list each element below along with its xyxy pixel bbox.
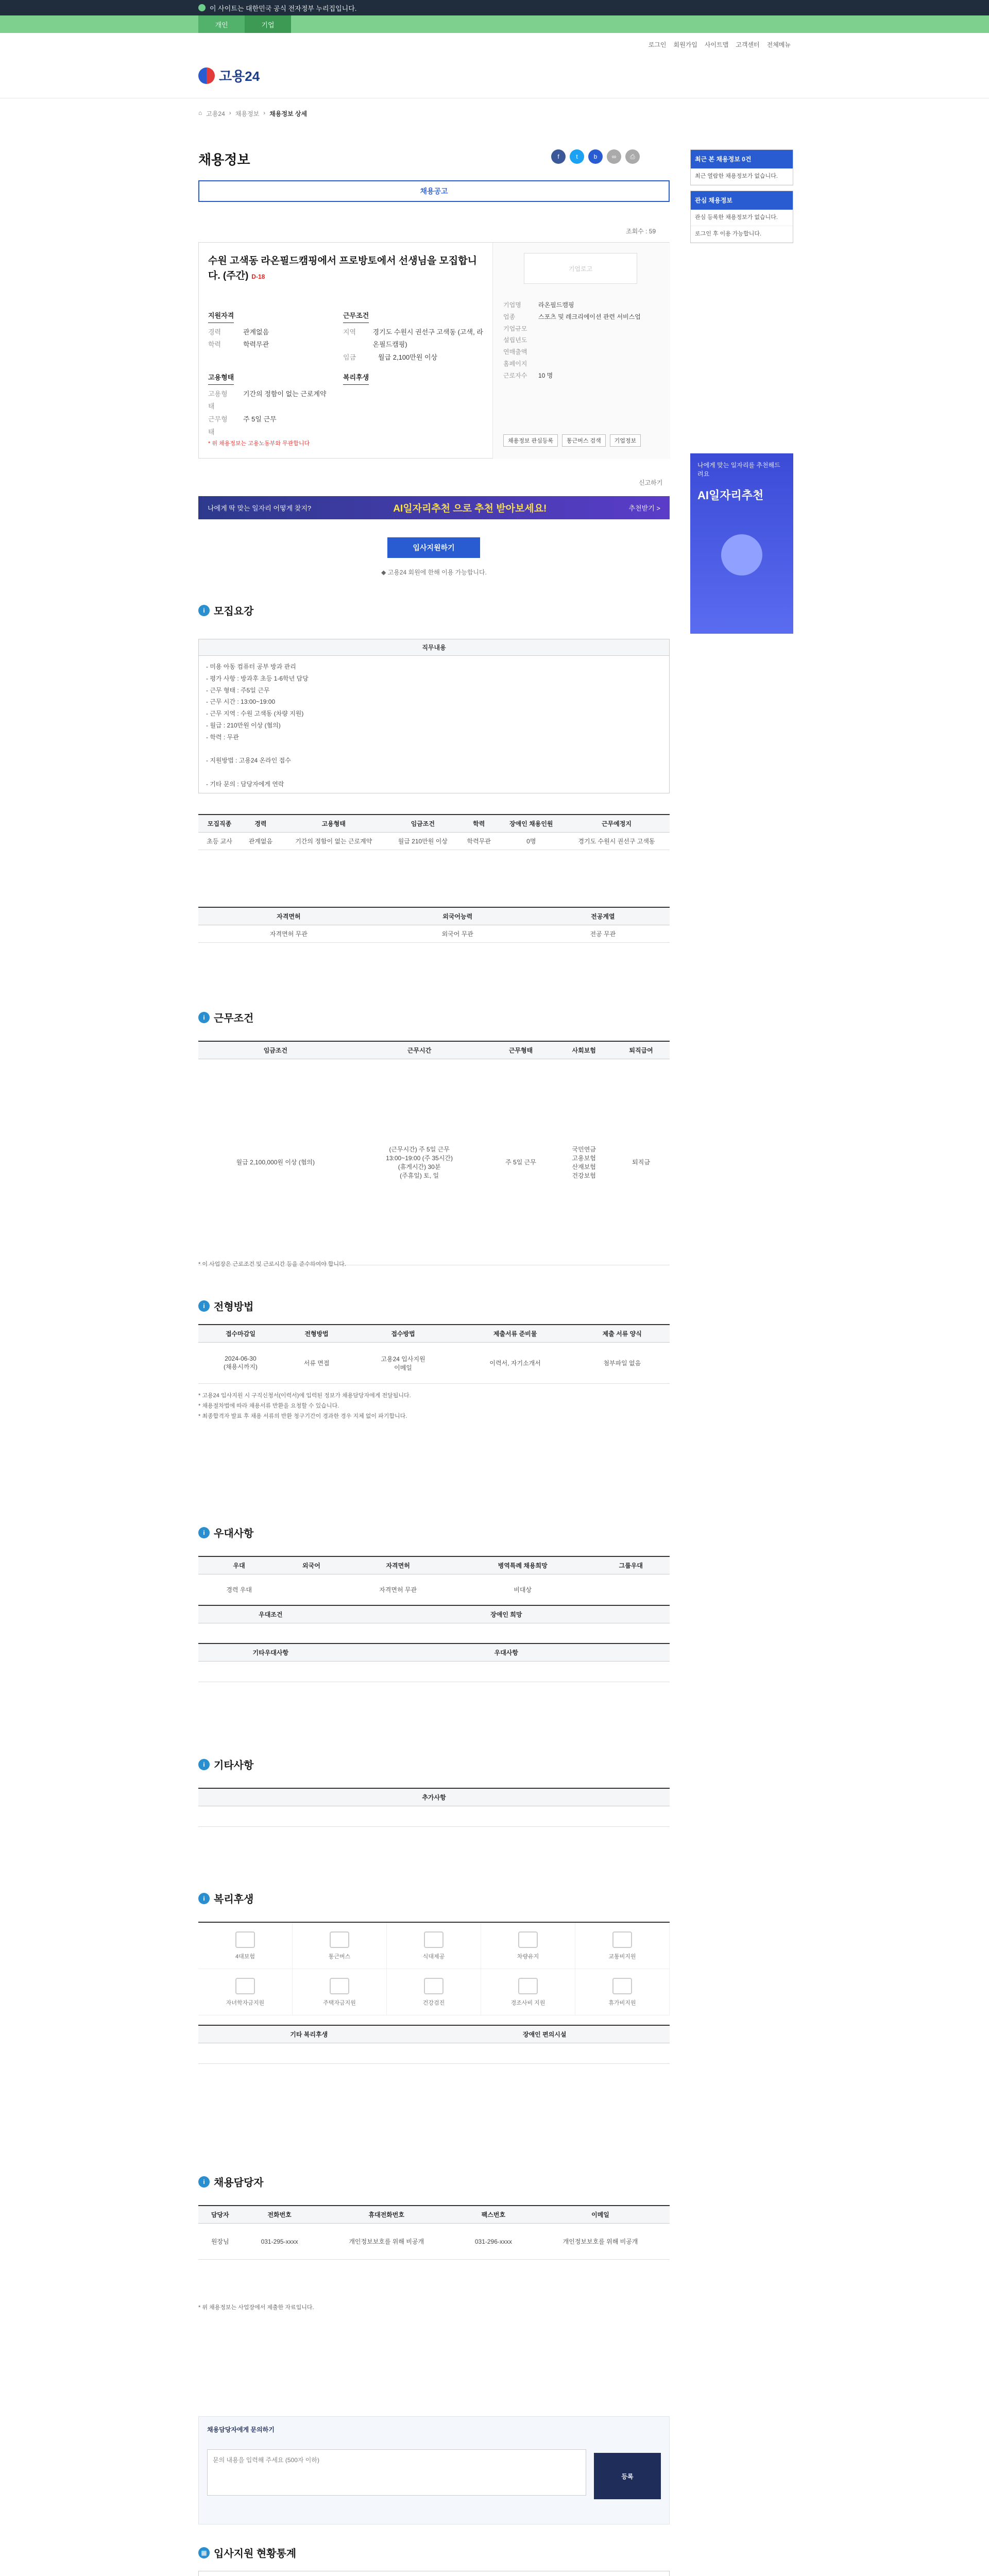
- table-cell: 월급 2,100,000원 이상 (협의): [198, 1059, 353, 1265]
- table-header: 휴대전화번호: [317, 2206, 456, 2224]
- favorite-button[interactable]: 채용정보 관심등록: [503, 434, 558, 447]
- link-icon[interactable]: ∞: [607, 149, 621, 164]
- welfare-icon: [424, 1931, 444, 1948]
- section-recruit: i 모집요강: [198, 603, 253, 618]
- taegeuk-icon: [198, 67, 215, 84]
- table-header: 모집직종: [198, 815, 241, 833]
- qa-area: [198, 2416, 670, 2524]
- welfare-item: [575, 1969, 670, 2015]
- facebook-icon[interactable]: f: [551, 149, 566, 164]
- section-other: i 기타사항: [198, 1757, 253, 1772]
- welfare-label: 휴가비지원: [608, 1999, 636, 2006]
- table-header: 사회보험: [555, 1041, 612, 1059]
- welfare-item: [481, 1923, 575, 1969]
- welfare-icon: [330, 1978, 349, 1994]
- table-header: 고용형태: [281, 815, 387, 833]
- table-header: 이메일: [531, 2206, 670, 2224]
- crumb-jobs[interactable]: 채용정보: [235, 110, 260, 117]
- table-header: 팩스번호: [456, 2206, 531, 2224]
- sitemap-link[interactable]: 사이트맵: [704, 41, 729, 48]
- welfare-item: [293, 1923, 387, 1969]
- table-cell: 서류 면접: [283, 1343, 350, 1384]
- apply-button[interactable]: 입사지원하기: [387, 537, 480, 558]
- twitter-icon[interactable]: t: [570, 149, 584, 164]
- recent-box: 최근 본 채용정보 0건 최근 열람한 채용정보가 없습니다.: [690, 149, 793, 185]
- table-header: 자격면허: [343, 1556, 453, 1574]
- table-cell: 기간의 정함이 없는 근로계약: [281, 833, 387, 850]
- company-box: [492, 243, 670, 459]
- table-cell: 관계없음: [241, 833, 281, 850]
- table-cell: 원장님: [198, 2224, 242, 2260]
- login-link[interactable]: 로그인: [648, 41, 667, 48]
- work-note: * 이 사업장은 근로조건 및 근로시간 등을 준수하여야 합니다.: [198, 1261, 346, 1267]
- welfare-label: 식대제공: [422, 1953, 445, 1960]
- table-header: 우대: [198, 1556, 280, 1574]
- prefer-table: 우대 외국어 자격면허 병역특례 채용희망 그룹우대 경력 우대 자격면허 무관 비대상 우대조건 장애인 희망 기타우대사항 우대사항: [198, 1556, 670, 1682]
- welfare-label: 4대보험: [235, 1953, 255, 1960]
- env-tabs: [198, 15, 291, 33]
- stats-box: [198, 2571, 670, 2576]
- qa-textarea[interactable]: 문의 내용을 입력해 주세요 (500자 이하): [207, 2449, 586, 2496]
- welfare-item: [575, 1923, 670, 1969]
- table-cell: 외국어 무관: [379, 925, 536, 943]
- flag-icon: [198, 4, 206, 11]
- dday-badge: D-18: [251, 273, 265, 280]
- job-line: - 미용 아동 컴퓨터 공부 방과 관리: [206, 663, 296, 670]
- company-info-button[interactable]: 기업정보: [610, 434, 641, 447]
- chart-icon: ▦: [198, 2547, 210, 2558]
- job-line: [206, 767, 662, 778]
- robot-icon: [721, 534, 762, 575]
- table-cell: 초등 교사: [198, 833, 241, 850]
- note-line: * 고용24 입사지원 시 구직신청서(이력서)에 입력된 정보가 채용담당자에게 전달됩니다.: [198, 1393, 411, 1399]
- table-cell: 학력무관: [459, 833, 499, 850]
- welfare-icon: [330, 1931, 349, 1948]
- table-cell: 자격면허 무관: [198, 925, 379, 943]
- employment-block: 고용형태 고용형태 기간의 정함이 없는 근로계약 근무형태 주 5일 근무 * 위 채용정보는 고용노동부와 무관합니다: [208, 371, 337, 449]
- gov-notice: 이 사이트는 대한민국 공식 전자정부 누리집입니다.: [0, 0, 989, 15]
- info-icon: i: [198, 1893, 210, 1904]
- table-header: 접수방법: [350, 1325, 455, 1343]
- env-bar: [0, 15, 989, 33]
- breadcrumb: ⌂ 고용24 › 채용정보 › 채용정보 상세: [198, 109, 308, 117]
- qa-send-button[interactable]: 등록: [594, 2453, 661, 2499]
- apply-hint: ◆ 고용24 회원에 한해 이용 가능합니다.: [381, 569, 487, 576]
- table-header: 제출 서류 양식: [575, 1325, 670, 1343]
- recruit-subtable: [198, 907, 670, 943]
- note-line: * 최종합격자 발표 후 채용 서류의 반환 청구기간이 경과한 경우 지체 없이 파기합니다.: [198, 1413, 407, 1419]
- table-header: 퇴직급여: [612, 1041, 670, 1059]
- table-header: 자격면허: [198, 907, 379, 925]
- qa-title: 채용담당자에게 문의하기: [207, 2426, 275, 2433]
- welfare-icon: [612, 1931, 632, 1948]
- welfare-icon: [235, 1931, 255, 1948]
- welfare-label: 경조사비 지원: [510, 1999, 545, 2006]
- welfare-item: [387, 1923, 481, 1969]
- home-icon[interactable]: ⌂: [198, 109, 202, 116]
- table-cell: 국민연금 고용보험 산재보험 건강보험: [555, 1059, 612, 1265]
- table-cell: 031-296-xxxx: [456, 2224, 531, 2260]
- report-link[interactable]: 신고하기: [639, 479, 663, 486]
- selection-table: [198, 1324, 670, 1384]
- job-line: - 근무 형태 : 주5일 근무: [206, 686, 270, 694]
- welfare-item: [387, 1969, 481, 2015]
- banner-button[interactable]: 추천받기 >: [628, 504, 660, 512]
- table-cell: 2024-06-30 (채용시까지): [198, 1343, 283, 1384]
- info-icon: i: [198, 1759, 210, 1770]
- table-cell: 0명: [499, 833, 564, 850]
- table-cell: 전공 무관: [536, 925, 670, 943]
- table-header: 제출서류 준비물: [456, 1325, 575, 1343]
- table-header: 근무예정지: [564, 815, 670, 833]
- section-contact: i 채용담당자: [198, 2174, 264, 2189]
- work-table: [198, 1041, 670, 1265]
- recruit-table: [198, 814, 670, 850]
- info-icon: i: [198, 1012, 210, 1023]
- tab-posting[interactable]: 채용공고: [198, 180, 670, 201]
- table-header: 외국어: [280, 1556, 343, 1574]
- site-logo[interactable]: 고용24: [198, 66, 260, 85]
- table-cell: 자격면허 무관: [343, 1574, 453, 1605]
- table-header: 학력: [459, 815, 499, 833]
- welfare-icon: [235, 1978, 255, 1994]
- job-line: - 평가 사항 : 방과후 초등 1-6학년 담당: [206, 674, 309, 682]
- posting-card: [198, 242, 670, 459]
- job-line: - 학력 : 무관: [206, 733, 239, 741]
- conditions-block: 근무조건 지역 경기도 수원시 권선구 고색동 (고색, 라온필드캠핑) 임금 월급 2,100만원 이상: [343, 310, 487, 364]
- selection-notes: [198, 1391, 670, 1421]
- section-prefer: i 우대사항: [198, 1525, 253, 1540]
- table-header: 전공계열: [536, 907, 670, 925]
- page-title: 채용정보: [198, 152, 250, 167]
- welfare-label: 자녀학자금지원: [226, 1999, 265, 2006]
- welfare-item: [198, 1969, 293, 2015]
- welfare-icon: [518, 1931, 538, 1948]
- welfare-label: 건강검진: [422, 1999, 445, 2006]
- table-cell: 이력서, 자기소개서: [456, 1343, 575, 1384]
- table-cell: (근무시간) 주 5일 근무 13:00~19:00 (주 35시간) (휴게시간) 30분 (주휴일) 토, 일: [353, 1059, 486, 1265]
- welfare-label: 주택자금지원: [323, 1999, 356, 2006]
- welfare-icon: [518, 1978, 538, 1994]
- signup-link[interactable]: 회원가입: [673, 41, 697, 48]
- welfare-label: 교통비지원: [608, 1953, 636, 1960]
- company-logo: 기업로고: [524, 253, 637, 284]
- crumb-current: 채용정보 상세: [269, 110, 308, 117]
- job-line: - 근무 시간 : 13:00~19:00: [206, 698, 276, 706]
- utility-menu: [649, 40, 791, 49]
- welfare-label: 차량유지: [517, 1953, 539, 1960]
- job-line: [206, 743, 662, 755]
- table-cell: 031-295-xxxx: [242, 2224, 317, 2260]
- table-cell: [280, 1574, 343, 1605]
- blog-icon[interactable]: b: [588, 149, 603, 164]
- divider: [198, 201, 670, 202]
- posting-title: 수원 고색동 라온필드캠핑에서 프로방토에서 선생님을 모집합니다. (주간) D-18: [208, 256, 477, 281]
- table-header: 전형방법: [283, 1325, 350, 1343]
- support-link[interactable]: 고객센터: [736, 41, 760, 48]
- table-cell: 고용24 입사지원 이메일: [350, 1343, 455, 1384]
- table-header: 임금조건: [198, 1041, 353, 1059]
- section-stats: ▦ 입사지원 현황통계: [198, 2545, 296, 2560]
- favorite-box: 관심 채용정보 관심 등록한 채용정보가 없습니다. 로그인 후 이용 가능합니다.: [690, 191, 793, 243]
- all-menu-link[interactable]: 전체메뉴: [766, 41, 791, 48]
- section-work: i 근무조건: [198, 1010, 253, 1025]
- info-icon: i: [198, 2176, 210, 2188]
- crumb-home[interactable]: 고용24: [206, 110, 225, 117]
- qualification-block: 지원자격 경력 관계없음 학력 학력무관: [208, 310, 337, 351]
- other-table: 추가사항: [198, 1788, 670, 1827]
- print-icon[interactable]: ⎙: [625, 149, 640, 164]
- section-selection: i 전형방법: [198, 1298, 253, 1313]
- table-header: 접수마감일: [198, 1325, 283, 1343]
- table-header: 장애인 채용인원: [499, 815, 564, 833]
- welfare-item: [293, 1969, 387, 2015]
- table-cell: 주 5일 근무: [486, 1059, 556, 1265]
- ai-ad-side[interactable]: 나에게 맞는 일자리를 추천해드려요 AI일자리추천: [690, 453, 793, 634]
- table-cell: 경력 우대: [198, 1574, 280, 1605]
- welfare-icon: [612, 1978, 632, 1994]
- job-line: - 지원방법 : 고용24 온라인 접수: [206, 757, 291, 765]
- table-cell: 퇴직금: [612, 1059, 670, 1265]
- job-line: - 월급 : 210만원 이상 (협의): [206, 721, 281, 729]
- views-count: 조회수 : 59: [626, 228, 656, 235]
- section-welfare: i 복리후생: [198, 1891, 253, 1906]
- table-cell: 비대상: [453, 1574, 592, 1605]
- table-header: 병역특례 채용희망: [453, 1556, 592, 1574]
- welfare-label: 통근버스: [328, 1953, 351, 1960]
- tab-company[interactable]: 기업: [245, 15, 291, 33]
- right-column: [690, 149, 793, 243]
- table-header: 임금조건: [387, 815, 459, 833]
- job-description-box: 직무내용 - 미용 아동 컴퓨터 공부 방과 관리 - 평가 사항 : 방과후 초등 1-6학년 담당 - 근무 형태 : 주5일 근무 - 근무 시간 : 13:00~19:00 - 근무 지역 : 수원 고색동 (차량 지원) - 월급 : 210만원 이상 (협의) - 학력 : 무관 - 지원방법 : 고용24 온라인 접수 - 기타 문의 : 담당자에게 연락: [198, 639, 670, 793]
- info-icon: i: [198, 1300, 210, 1312]
- table-header: 전화번호: [242, 2206, 317, 2224]
- info-icon: i: [198, 1527, 210, 1538]
- welfare-item: [198, 1923, 293, 1969]
- company-actions: [503, 434, 643, 447]
- welfare-icon: [424, 1978, 444, 1994]
- ai-banner[interactable]: 나에게 딱 맞는 일자리 어떻게 찾지? AI일자리추천 으로 추천 받아보세요! 추천받기 >: [198, 496, 670, 519]
- table-header: 경력: [241, 815, 281, 833]
- table-header: 외국어능력: [379, 907, 536, 925]
- welfare-block: 복리후생: [343, 371, 369, 388]
- share-bar: [551, 149, 640, 164]
- table-cell: 첨부파일 없음: [575, 1343, 670, 1384]
- job-line: - 근무 지역 : 수원 고색동 (차량 지원): [206, 710, 304, 718]
- welfare-icons: [198, 1922, 670, 2015]
- table-header: 그룹우대: [592, 1556, 670, 1574]
- table-header: 근무형태: [486, 1041, 556, 1059]
- contact-table: [198, 2205, 670, 2260]
- table-cell: 개인정보보호를 위해 비공개: [531, 2224, 670, 2260]
- welfare-item: [481, 1969, 575, 2015]
- job-description: [199, 656, 669, 795]
- welfare-subtable: 기타 복리후생 장애인 편의시설: [198, 2025, 670, 2064]
- note-line: * 채용절차법에 따라 채용서류 반환을 요청할 수 있습니다.: [198, 1402, 339, 1409]
- table-cell: 월급 210만원 이상: [387, 833, 459, 850]
- table-header: 근무시간: [353, 1041, 486, 1059]
- table-cell: [592, 1574, 670, 1605]
- table-header: 담당자: [198, 2206, 242, 2224]
- tab-personal[interactable]: 개인: [198, 15, 245, 33]
- company-info: 기업명 라온필드캠핑 업종 스포츠 및 레크리에이션 관련 서비스업 기업규모 설립년도 연매출액 홈페이지 근로자수 10 명: [503, 301, 641, 379]
- table-cell: 개인정보보호를 위해 비공개: [317, 2224, 456, 2260]
- contact-note: * 위 채용정보는 사업장에서 제출한 자료입니다.: [198, 2304, 314, 2311]
- commute-button[interactable]: 통근버스 검색: [562, 434, 606, 447]
- info-icon: i: [198, 605, 210, 616]
- job-line: - 기타 문의 : 담당자에게 연락: [206, 780, 284, 788]
- table-cell: 경기도 수원시 권선구 고색동: [564, 833, 670, 850]
